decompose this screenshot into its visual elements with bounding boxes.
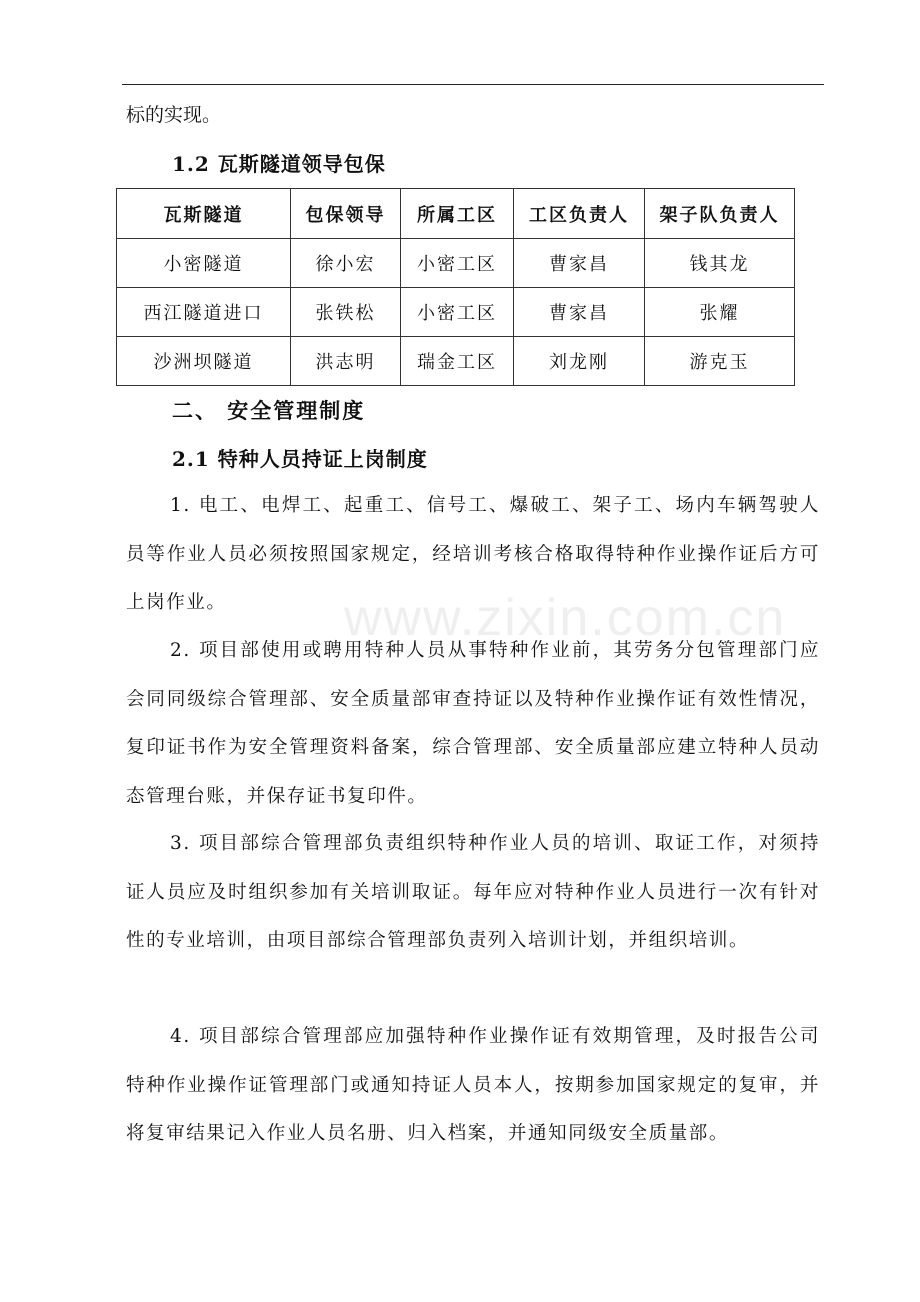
table-cell: 钱其龙 xyxy=(645,239,795,288)
table-cell: 洪志明 xyxy=(291,337,401,386)
table-header-cell: 所属工区 xyxy=(401,189,514,239)
watermark: www.zixin.com.cn xyxy=(344,589,787,647)
table-cell: 张耀 xyxy=(645,288,795,337)
table-cell: 小密工区 xyxy=(401,239,514,288)
paragraph-1: 1. 电工、电焊工、起重工、信号工、爆破工、架子工、场内车辆驾驶人员等作业人员必须按照国家规定，经培训考核合格取得特种作业操作证后方可上岗作业。 xyxy=(126,495,820,613)
table-cell: 刘龙刚 xyxy=(514,337,645,386)
table-header-cell: 工区负责人 xyxy=(514,189,645,239)
table-header-cell: 架子队负责人 xyxy=(645,189,795,239)
table-cell: 徐小宏 xyxy=(291,239,401,288)
table-cell: 小密隧道 xyxy=(117,239,291,288)
table-cell: 曹家昌 xyxy=(514,288,645,337)
paragraph-3: 3. 项目部综合管理部负责组织特种作业人员的培训、取证工作，对须持证人员应及时组织参加有关培训取证。每年应对特种作业人员进行一次有针对性的专业培训，由项目部综合管理部负责列入培训计划，并组织培训。 xyxy=(126,833,820,951)
table-cell: 瑞金工区 xyxy=(401,337,514,386)
paragraph-4: 4. 项目部综合管理部应加强特种作业操作证有效期管理，及时报告公司特种作业操作证管理部门或通知持证人员本人，按期参加国家规定的复审，并将复审结果记入作业人员名册、归入档案，并通知同级安全质量部。 xyxy=(126,1026,820,1144)
section-2-title: 二、 安全管理制度 xyxy=(172,398,366,423)
table-row xyxy=(117,288,795,337)
table-cell: 曹家昌 xyxy=(514,239,645,288)
section-1-2-title: 1.2 瓦斯隧道领导包保 xyxy=(172,152,386,176)
leader-table xyxy=(116,188,795,386)
table-header-cell: 瓦斯隧道 xyxy=(117,189,291,239)
paragraph-2: 2. 项目部使用或聘用特种人员从事特种作业前，其劳务分包管理部门应会同同级综合管理部、安全质量部审查持证以及特种作业操作证有效性情况，复印证书作为安全管理资料备案，综合管理部、安全质量部应建立特种人员动态管理台账，并保存证书复印件。 xyxy=(126,640,820,807)
table-header-row xyxy=(117,189,795,239)
table-row xyxy=(117,239,795,288)
table-row xyxy=(117,337,795,386)
intro-text: 标的实现。 xyxy=(126,104,222,126)
table-header-cell: 包保领导 xyxy=(291,189,401,239)
table-cell: 游克玉 xyxy=(645,337,795,386)
table-cell: 西江隧道进口 xyxy=(117,288,291,337)
table-cell: 沙洲坝隧道 xyxy=(117,337,291,386)
section-2-1-title: 2.1 特种人员持证上岗制度 xyxy=(172,447,428,471)
table-cell: 张铁松 xyxy=(291,288,401,337)
header-rule xyxy=(122,84,824,85)
table-cell: 小密工区 xyxy=(401,288,514,337)
